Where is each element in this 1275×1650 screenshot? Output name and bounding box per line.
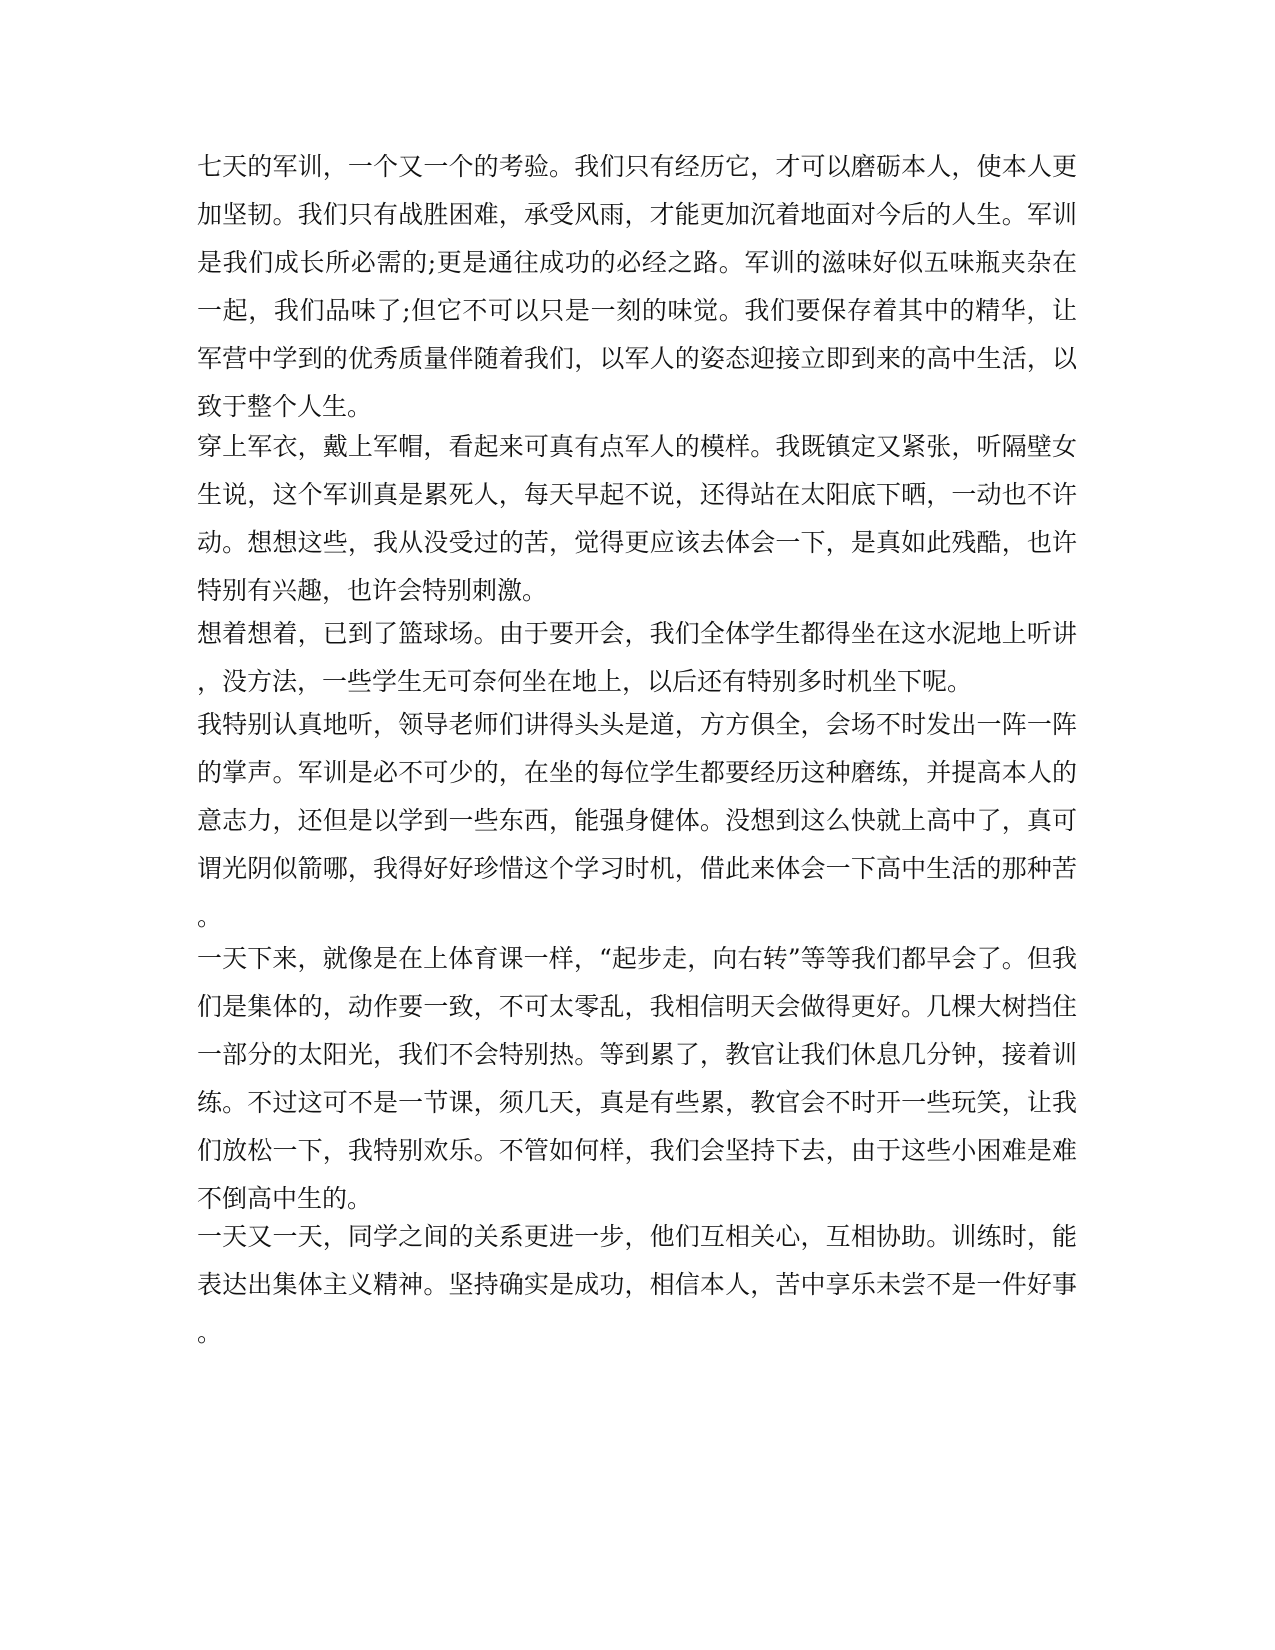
text-line: 的掌声。军训是必不可少的，在坐的每位学生都要经历这种磨练，并提高本人的 [197,758,1077,787]
paragraph-6 [197,1213,1077,1357]
text-line: 们放松一下，我特别欢乐。不管如何样，我们会坚持下去，由于这些小困难是难 [197,1136,1077,1165]
text-line: 不倒高中生的。 [197,1184,373,1213]
paragraph-2 [197,423,1077,615]
text-line: 意志力，还但是以学到一些东西，能强身健体。没想到这么快就上高中了，真可 [197,806,1077,835]
text-line: 是我们成长所必需的;更是通往成功的必经之路。军训的滋味好似五味瓶夹杂在 [197,248,1077,277]
text-line: 一部分的太阳光，我们不会特别热。等到累了，教官让我们休息几分钟，接着训 [197,1040,1077,1069]
text-line: 动。想想这些，我从没受过的苦，觉得更应该去体会一下，是真如此残酷，也许 [197,528,1077,557]
paragraph-1 [197,143,1077,431]
paragraph-4 [197,701,1077,941]
text-line: 我特别认真地听，领导老师们讲得头头是道，方方俱全，会场不时发出一阵一阵 [197,710,1077,739]
text-line: 一起，我们品味了;但它不可以只是一刻的味觉。我们要保存着其中的精华，让 [197,296,1077,325]
text-line: 生说，这个军训真是累死人，每天早起不说，还得站在太阳底下晒，一动也不许 [197,480,1077,509]
paragraph-3 [197,610,1077,706]
text-line: 穿上军衣，戴上军帽，看起来可真有点军人的模样。我既镇定又紧张，听隔壁女 [197,432,1077,461]
text-line: 特别有兴趣，也许会特别刺激。 [197,576,548,605]
text-line: 谓光阴似箭哪，我得好好珍惜这个学习时机，借此来体会一下高中生活的那种苦 [197,854,1077,883]
text-line: 想着想着，已到了篮球场。由于要开会，我们全体学生都得坐在这水泥地上听讲 [197,619,1077,648]
paragraph-5 [197,935,1077,1223]
text-line: 七天的军训，一个又一个的考验。我们只有经历它，才可以磨砺本人，使本人更 [197,152,1077,181]
text-line: 练。不过这可不是一节课，须几天，真是有些累，教官会不时开一些玩笑，让我 [197,1088,1077,1117]
text-line: 致于整个人生。 [197,392,373,421]
text-line: 。 [197,1318,223,1347]
text-line: 加坚韧。我们只有战胜困难，承受风雨，才能更加沉着地面对今后的人生。军训 [197,200,1077,229]
text-line: 军营中学到的优秀质量伴随着我们，以军人的姿态迎接立即到来的高中生活，以 [197,344,1077,373]
text-line: 一天下来，就像是在上体育课一样，“起步走，向右转”等等我们都早会了。但我 [197,944,1077,973]
text-line: 。 [197,902,223,931]
text-line: ，没方法，一些学生无可奈何坐在地上，以后还有特别多时机坐下呢。 [197,667,973,696]
text-line: 一天又一天，同学之间的关系更进一步，他们互相关心，互相协助。训练时，能 [197,1222,1077,1251]
text-line: 们是集体的，动作要一致，不可太零乱，我相信明天会做得更好。几棵大树挡住 [197,992,1077,1021]
text-line: 表达出集体主义精神。坚持确实是成功，相信本人，苦中享乐未尝不是一件好事 [197,1270,1077,1299]
